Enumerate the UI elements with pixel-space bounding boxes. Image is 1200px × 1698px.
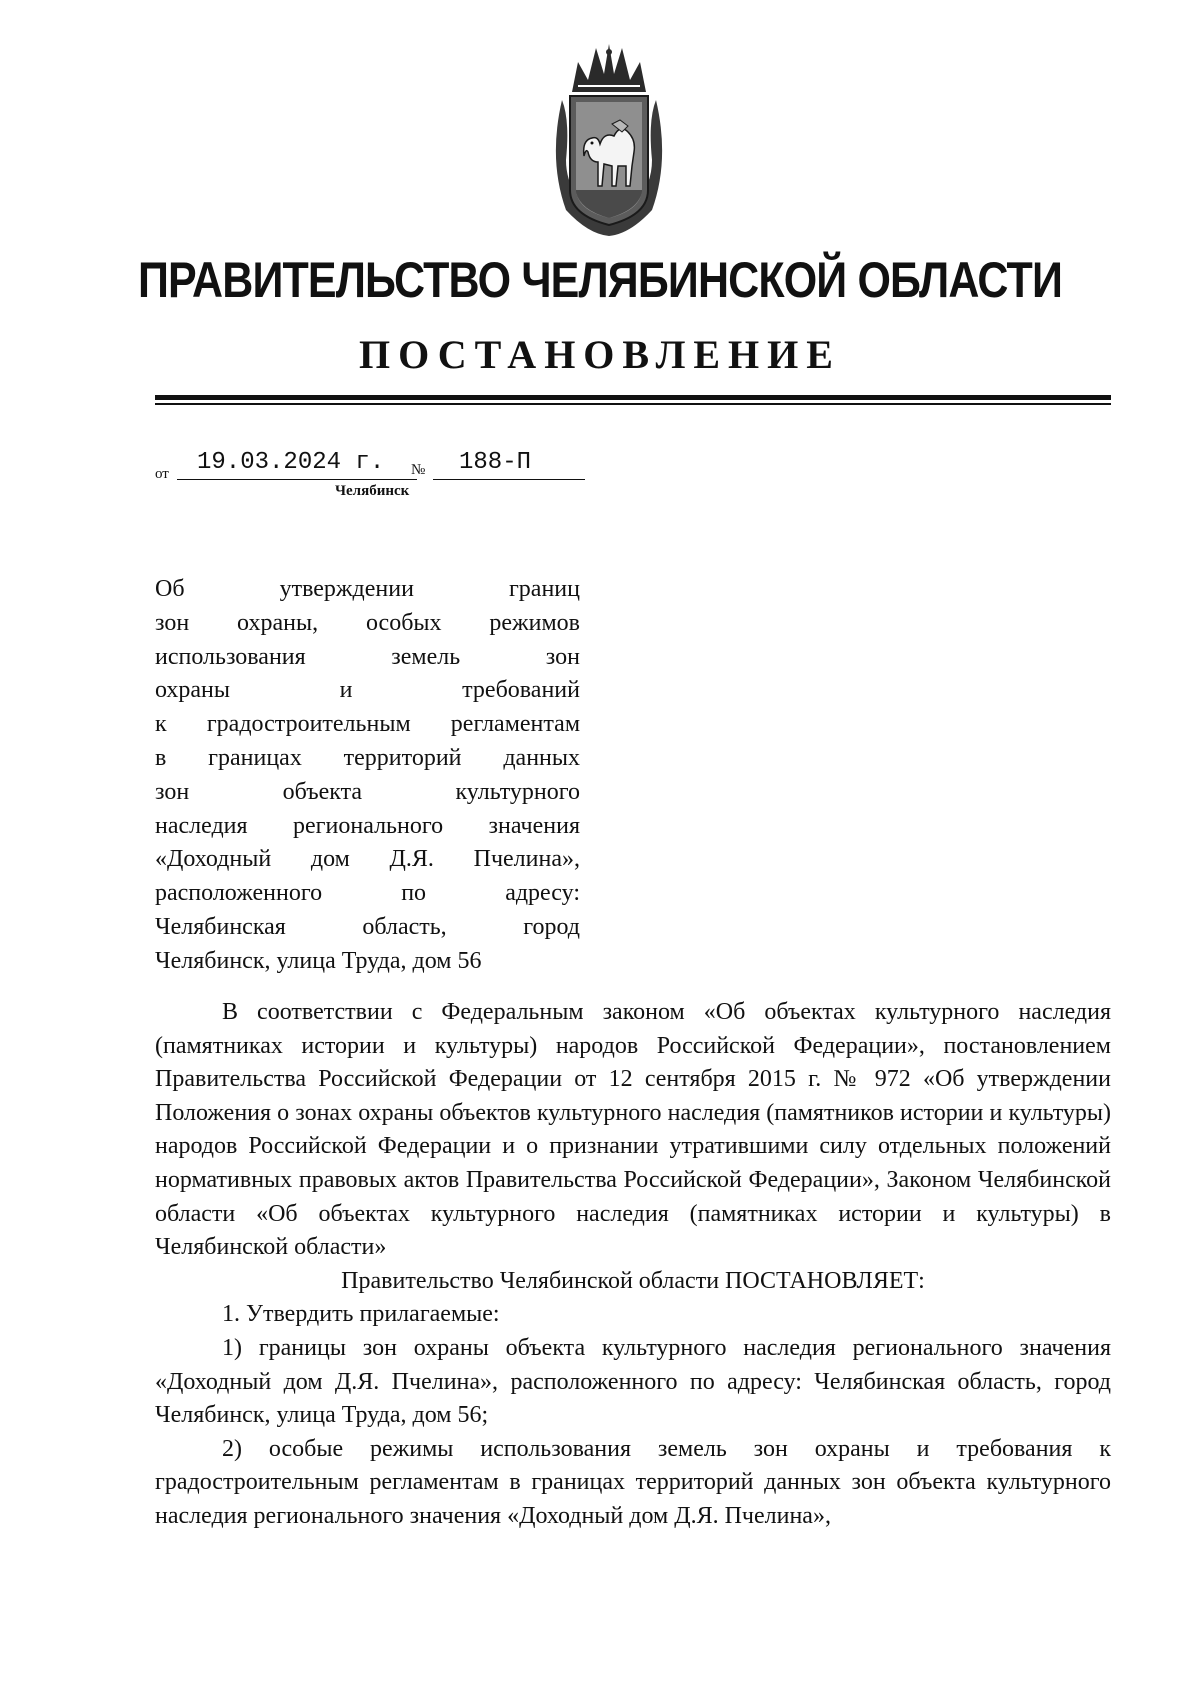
preamble-paragraph: В соответствии с Федеральным законом «Об объектах культурного наследия (памятниках истории и культуры) народов Российской Федерации», постановлением Правительства Российской Федерации от 12 сентября 2015 г. № 972 «Об утверждении Положения о зонах охраны объектов культурного наследия (памятников истории и культуры) народов Российской Федерации и о признании утратившими силу отдельных положений нормативных правовых актов Правительства Российской Федерации», Законом Челябинской области «Об объектах культурного наследия (памятниках истории и культуры) в Челябинской области» xyxy=(155,999,1111,1261)
subject-line: охраны и требований xyxy=(155,677,580,704)
document-subject xyxy=(155,573,580,979)
document-number: 188-П xyxy=(433,448,585,480)
date-prefix-label: от xyxy=(155,466,169,482)
government-title: ПРАВИТЕЛЬСТВО ЧЕЛЯБИНСКОЙ ОБЛАСТИ xyxy=(137,252,1063,308)
header-divider-thick xyxy=(155,395,1111,400)
document-date: 19.03.2024 г. xyxy=(177,448,417,480)
subject-line: к градостроительным регламентам xyxy=(155,711,580,738)
document-meta xyxy=(155,448,655,488)
subject-line: Челябинск, улица Труда, дом 56 xyxy=(155,947,482,974)
subject-line: Об утверждении границ xyxy=(155,576,580,602)
item-1: 1. Утвердить прилагаемые: xyxy=(222,1301,500,1328)
subject-line: расположенного по адресу: xyxy=(155,880,580,907)
subject-line: в границах территорий данных xyxy=(155,744,580,771)
document-body xyxy=(155,996,1111,1534)
document-city: Челябинск xyxy=(335,483,410,499)
subject-line: использования земель зон xyxy=(155,643,580,670)
subject-line: зон объекта культурного xyxy=(155,778,580,805)
item-1-1: 1) границы зон охраны объекта культурного наследия регионального значения «Доходный дом Д.Я. Пчелина», расположенного по адресу: Челябинская область, город Челябинск, улица Труда, дом 56; xyxy=(155,1334,1111,1429)
header-divider-thin xyxy=(155,403,1111,405)
coat-of-arms-icon xyxy=(548,40,670,236)
subject-line: наследия регионального значения xyxy=(155,812,580,839)
item-1-2: 2) особые режимы использования земель зон охраны и требования к градостроительным регламентам в границах территорий данных зон объекта культурного наследия регионального значения «Доходный дом Д.Я. Пчелина», xyxy=(155,1435,1111,1529)
document-type-title: ПОСТАНОВЛЕНИЕ xyxy=(359,332,841,377)
subject-line: «Доходный дом Д.Я. Пчелина», xyxy=(155,846,580,873)
resolves-line: Правительство Челябинской области ПОСТАНОВЛЯЕТ: xyxy=(341,1267,925,1294)
subject-line: Челябинская область, город xyxy=(155,913,580,940)
subject-line: зон охраны, особых режимов xyxy=(155,609,580,636)
number-sign-label: № xyxy=(411,462,426,478)
